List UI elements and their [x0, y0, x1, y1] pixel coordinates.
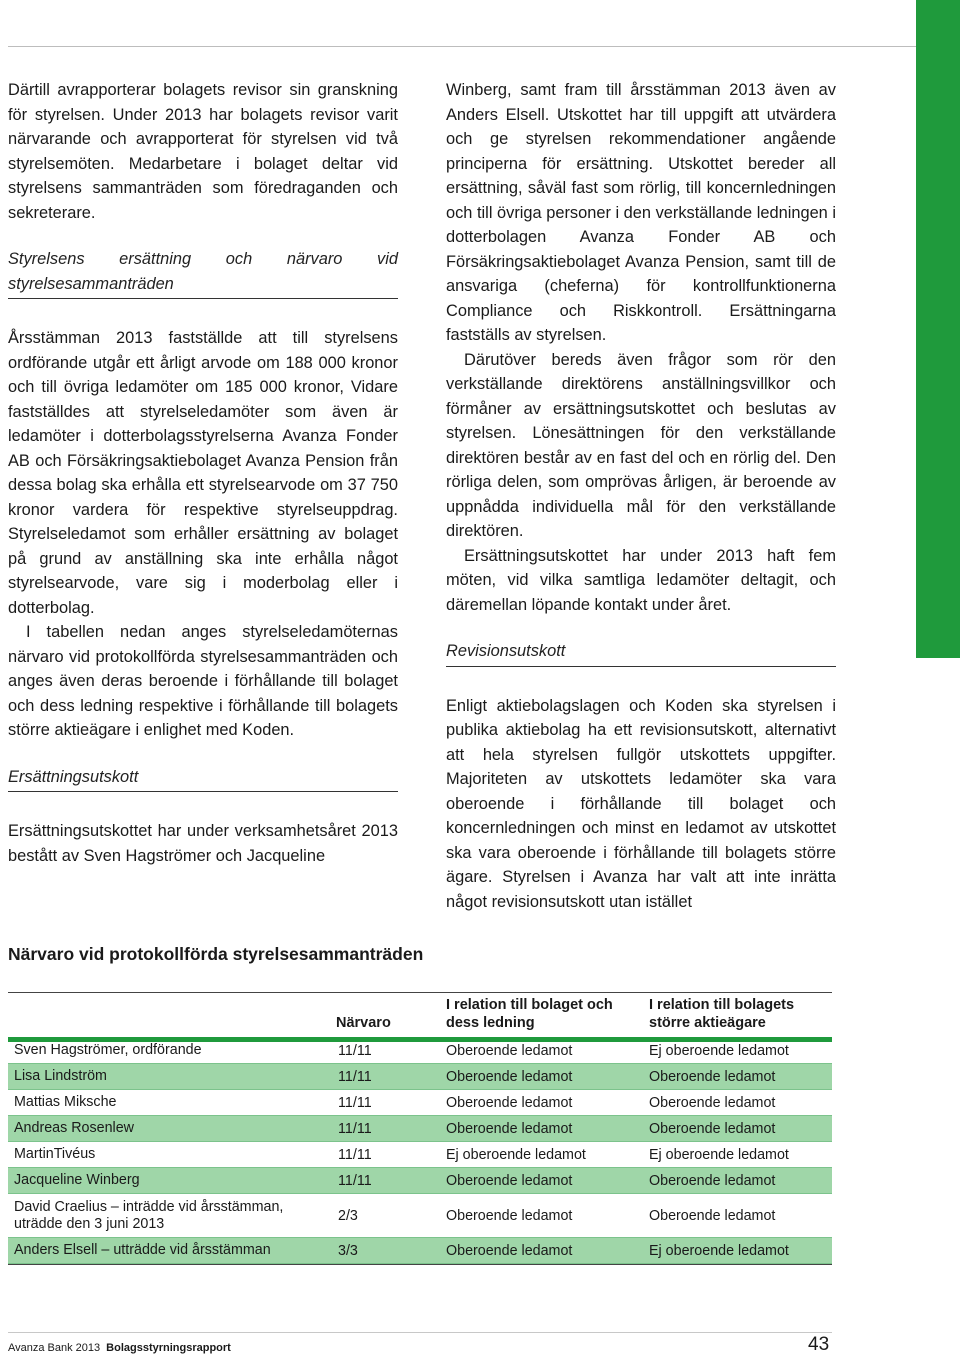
cell-relation-company: Oberoende ledamot [446, 1242, 573, 1259]
page-number: 43 [808, 1334, 830, 1355]
cell-relation-company: Oberoende ledamot [446, 1120, 573, 1137]
cell-member: Sven Hagströmer, ordförande [14, 1042, 202, 1058]
table-row [8, 1116, 832, 1142]
top-rule [8, 46, 916, 47]
cell-relation-shareholders: Ej oberoende ledamot [649, 1146, 789, 1163]
header-relation-shareholders: I relation till bolagets större aktieägare [649, 997, 795, 1031]
left-column [8, 78, 398, 868]
cell-attendance: 11/11 [338, 1172, 372, 1189]
cell-relation-shareholders: Ej oberoende ledamot [649, 1242, 789, 1259]
table-bottom-rule [8, 1264, 832, 1265]
cell-attendance: 11/11 [338, 1120, 372, 1137]
table-row [8, 1238, 832, 1264]
footer-publisher: Avanza Bank 2013 [8, 1342, 101, 1354]
left-paragraph-4: Ersättningsutskottet har under verksamhetsåret 2013 bestått av Sven Hagströmer och Jacqueline [8, 822, 398, 865]
right-paragraph-2: Därutöver bereds även frågor som rör den verkställande direktörens anställningsvillkor och förmåner av ersättningsutskottet och beslutas av styrelsen. Lönesättningen för den verkställande direktören består av en fast del och en rörlig del. Den rörliga delen, som omprövas årligen, är beroende av uppnådda individuella mål för den verkställande direktören. [446, 350, 836, 540]
table-top-rule [8, 992, 832, 993]
cell-relation-company: Ej oberoende ledamot [446, 1146, 586, 1163]
table-title: Närvaro vid protokollförda styrelsesammanträden [8, 944, 424, 964]
cell-relation-shareholders: Ej oberoende ledamot [649, 1042, 789, 1059]
cell-relation-company: Oberoende ledamot [446, 1094, 573, 1111]
cell-relation-shareholders: Oberoende ledamot [649, 1120, 776, 1137]
cell-attendance: 3/3 [338, 1242, 358, 1259]
cell-relation-shareholders: Oberoende ledamot [649, 1068, 776, 1085]
cell-member: Anders Elsell – utträdde vid årsstämman [14, 1242, 271, 1258]
cell-member: Lisa Lindström [14, 1068, 107, 1084]
header-relation-company: I relation till bolaget och dess ledning [446, 997, 613, 1031]
table-row [8, 1038, 832, 1064]
cell-member: Mattias Miksche [14, 1094, 117, 1110]
section-heading-audit-committee: Revisionsutskott [446, 642, 566, 660]
table-row [8, 1194, 832, 1238]
right-paragraph-4: Enligt aktiebolagslagen och Koden ska styrelsen i publika aktiebolag ha ett revisionsutskott, alternativt att hela styrelsen fullgör utskottets uppgifter. Majoriteten av utskottets ledamöter ska vara oberoende i förhållande till bolaget och koncernledningen och minst en ledamot av utskottet ska vara oberoende i förhållande till bolagets större ägare. Styrelsen i Avanza har valt att inte inrätta något revisionsutskott utan istället [446, 696, 836, 911]
right-paragraph-3: Ersättningsutskottet har under 2013 haft fem möten, vid vilka samtliga ledamöter deltagit, och däremellan löpande kontakt under året. [446, 546, 836, 614]
left-paragraph-1: Därtill avrapporterar bolagets revisor sin granskning för styrelsen. Under 2013 har bolagets revisor varit närvarande och avrapporterat för styrelsen vid två styrelsemöten. Medarbetare i bolaget deltar vid styrelsens sammanträden som föredraganden och sekreterare. [8, 81, 398, 222]
section-heading-board-fees: Styrelsens ersättning och närvaro vid styrelsesammanträden [8, 250, 398, 293]
table-row [8, 1168, 832, 1194]
footer-report-title: Bolagsstyrningsrapport [106, 1342, 231, 1354]
cell-attendance: 11/11 [338, 1042, 372, 1059]
right-column [446, 78, 836, 914]
table-row [8, 1142, 832, 1168]
cell-relation-company: Oberoende ledamot [446, 1207, 573, 1224]
right-paragraph-1: Winberg, samt fram till årsstämman 2013 även av Anders Elsell. Utskottet har till uppgift att utvärdera och ge styrelsen rekommendationer angående principerna för ersättning. Utskottet bereder all ersättning, såväl fast som rörlig, till koncernledningen och till övriga personer i den verkställande ledningen i dotterbolagen Avanza Fonder AB och Försäkringsaktiebolaget Avanza Pension, samt till de ansvariga (cheferna) för kontrollfunktionerna Compliance och Riskkontroll. Ersättningarna fastställs av styrelsen. [446, 81, 836, 344]
cell-attendance: 2/3 [338, 1207, 358, 1224]
footer [8, 1342, 231, 1354]
cell-member: David Craelius – inträdde vid årsstämman, uträdde den 3 juni 2013 [14, 1198, 284, 1232]
cell-relation-company: Oberoende ledamot [446, 1172, 573, 1189]
section-heading-remuneration-committee: Ersättningsutskott [8, 767, 139, 786]
table-row [8, 1090, 832, 1116]
cell-relation-shareholders: Oberoende ledamot [649, 1207, 776, 1224]
attendance-table [8, 1038, 832, 1264]
cell-relation-shareholders: Oberoende ledamot [649, 1094, 776, 1111]
table-header [8, 996, 832, 1036]
cell-attendance: 11/11 [338, 1068, 372, 1085]
cell-attendance: 11/11 [338, 1094, 372, 1111]
cell-relation-shareholders: Oberoende ledamot [649, 1172, 776, 1189]
left-paragraph-3: I tabellen nedan anges styrelseledamöternas närvaro vid protokollförda styrelsesammanträden och anges även deras beroende i förhållande till bolaget och dess ledning respektive i förhållande till bolagets större aktieägare i enlighet med Koden. [8, 623, 398, 739]
section-tab-marker [916, 0, 960, 658]
footer-rule [8, 1332, 832, 1333]
cell-relation-company: Oberoende ledamot [446, 1042, 573, 1059]
left-paragraph-2: Årsstämman 2013 fastställde att till styrelsens ordförande utgår ett årligt arvode om 188 000 kronor och till övriga ledamöter om 185 000 kronor, Vidare fastställdes att styrelseledamöter som även är ledamöter i dotterbolagsstyrelserna Avanza Fonder AB och Försäkringsaktiebolaget Avanza Pension från dessa bolag ska erhålla ett styrelsearvode om 37 750 kronor vardera för respektive styrelseuppdrag. Styrelseledamot som erhåller ersättning av bolaget på grund av anställning ska inte erhålla något styrelsearvode, vare sig i moderbolag eller i dotterbolag. [8, 329, 398, 617]
cell-member: MartinTivéus [14, 1146, 96, 1162]
header-attendance: Närvaro [336, 1015, 391, 1031]
cell-relation-company: Oberoende ledamot [446, 1068, 573, 1085]
cell-member: Andreas Rosenlew [14, 1120, 135, 1136]
cell-attendance: 11/11 [338, 1146, 372, 1163]
cell-member: Jacqueline Winberg [14, 1172, 140, 1188]
table-row [8, 1064, 832, 1090]
